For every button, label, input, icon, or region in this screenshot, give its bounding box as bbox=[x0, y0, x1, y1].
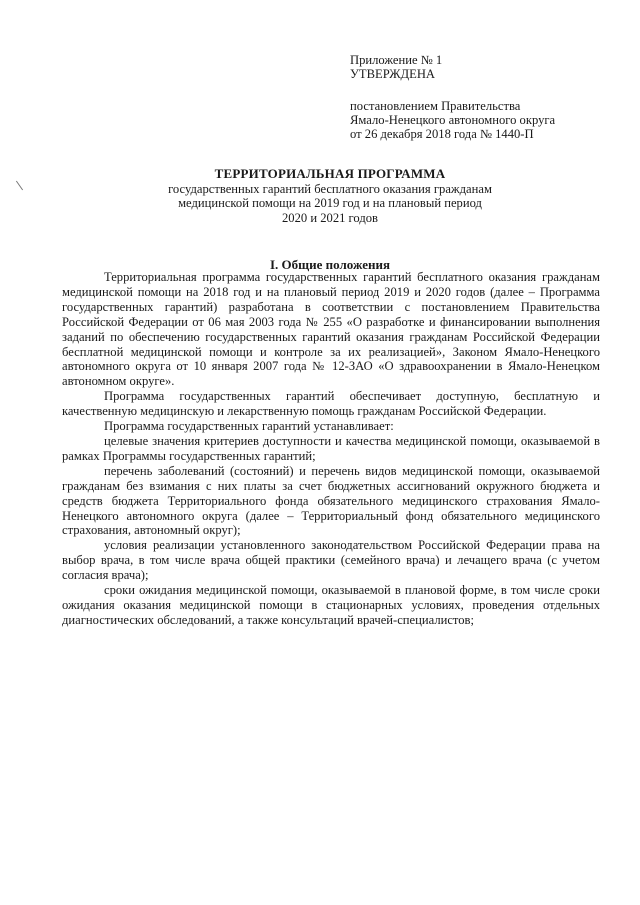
body-text bbox=[62, 270, 600, 628]
paragraph-5: перечень заболеваний (состояний) и перечень видов медицинской помощи, оказываемой гражданам без взимания с них платы за счет бюджетных ассигнований окружного бюджета и средств бюджета Территориального фонда обязательного медицинского страхования Ямало-Ненецкого автономного округа (далее – Территориальный фонд обязательного медицинского страхования, автономный округ); bbox=[62, 463, 600, 538]
section-heading: I. Общие положения bbox=[270, 257, 390, 272]
program-subtitle-line-2: медицинской помощи на 2019 год и на плановый период bbox=[178, 196, 482, 210]
program-subtitle-line-1: государственных гарантий бесплатного оказания гражданам bbox=[168, 181, 492, 196]
paragraph-2: Программа государственных гарантий обеспечивает доступную, бесплатную и качественную медицинскую и лекарственную помощь гражданам Российской Федерации. bbox=[62, 389, 600, 419]
appendix-number: Приложение № 1 bbox=[350, 53, 443, 67]
paragraph-1: Территориальная программа государственных гарантий бесплатного оказания гражданам медицинской помощи на 2018 год и на плановый период 2019 и 2020 годов (далее – Программа государственных гарантий) разработана в соответствии с постановлением Правительства Российской Федерации от 06 мая 2003 года № 255 «О разработке и финансировании выполнения заданий по обеспечению государственных гарантий оказания гражданам Российской Федерации бесплатной медицинской помощи и контроле за их реализацией», Законом Ямало-Ненецкого автономного округа от 10 января 2007 года № 12-ЗАО «О здравоохранении в Ямало-Ненецком автономном округе». bbox=[62, 270, 600, 389]
program-subtitle-line-3: 2020 и 2021 годов bbox=[282, 210, 378, 225]
approval-line-1: постановлением Правительства bbox=[350, 99, 521, 113]
paragraph-7: сроки ожидания медицинской помощи, оказываемой в плановой форме, в том числе сроки ожидания оказания медицинской помощи в стационарных условиях, проведения отдельных диагностических обследований, а также консультаций врачей-специалистов; bbox=[62, 583, 600, 627]
scan-mark bbox=[16, 181, 23, 191]
program-title bbox=[60, 167, 600, 225]
paragraph-3: Программа государственных гарантий устанавливает: bbox=[104, 419, 394, 434]
paragraph-4: целевые значения критериев доступности и качества медицинской помощи, оказываемой в рамках Программы государственных гарантий; bbox=[62, 433, 600, 463]
approval-line-2: Ямало-Ненецкого автономного округа bbox=[350, 113, 556, 127]
program-main-title: ТЕРРИТОРИАЛЬНАЯ ПРОГРАММА bbox=[214, 166, 446, 181]
approval-block bbox=[350, 53, 620, 141]
approved-label: УТВЕРЖДЕНА bbox=[350, 67, 436, 81]
paragraph-6: условия реализации установленного законодательством Российской Федерации права на выбор врача, в том числе врача общей практики (семейного врача) и лечащего врача (с учетом согласия врача); bbox=[62, 538, 600, 583]
approval-line-3: от 26 декабря 2018 года № 1440-П bbox=[350, 127, 534, 141]
